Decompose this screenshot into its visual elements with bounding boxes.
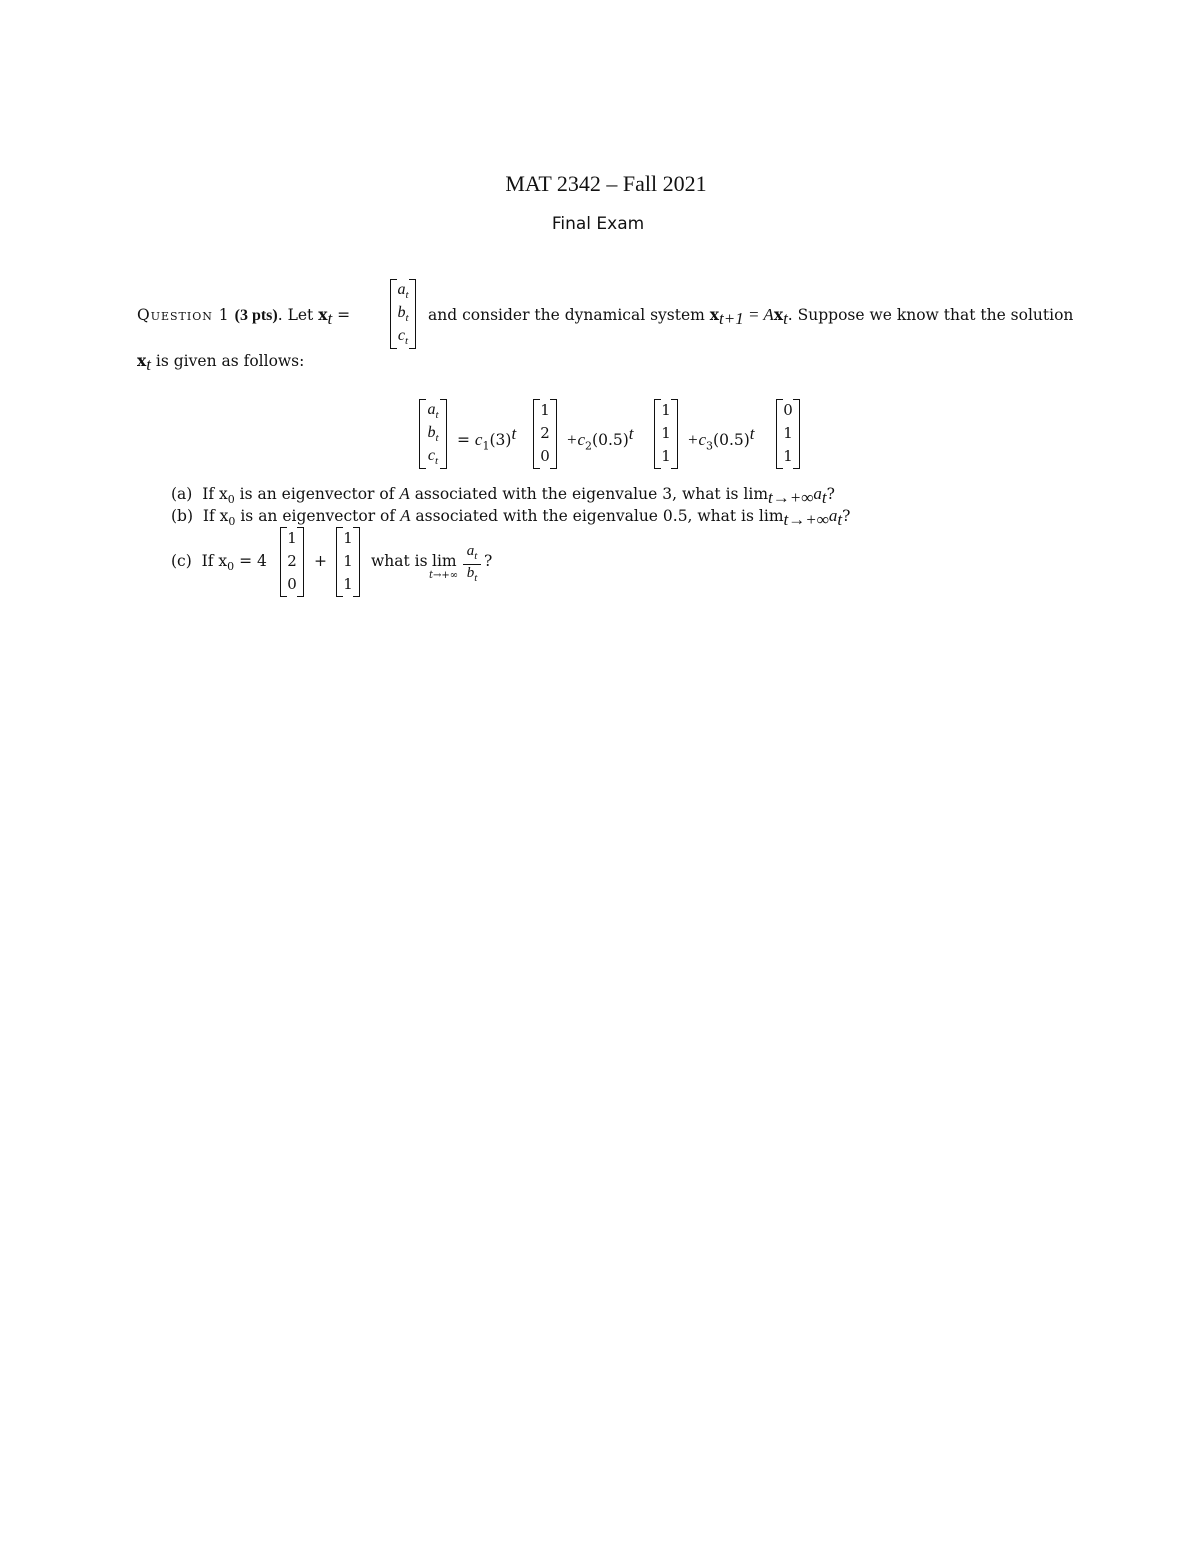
ev1-entry: 1 — [540, 401, 550, 419]
part-c-label: (c) — [171, 552, 192, 570]
part-c-plus: + — [314, 552, 327, 570]
vector-entry-c: $c_t$ — [397, 327, 409, 348]
part-c-end: ? — [484, 552, 493, 570]
part-c-what: what is — [371, 552, 428, 570]
lhs-entry-c: $c_t$ — [427, 447, 439, 468]
vector-entry-b: $b_t$ — [397, 304, 409, 325]
question1-intro: and consider the dynamical system $x_{t+1} = Ax_t$. Suppose we know that the solution — [428, 305, 1074, 329]
given-text: is given as follows: — [155, 352, 305, 370]
part-c-lim: lim — [432, 552, 457, 570]
let-text: . Let — [277, 306, 319, 324]
question1-heading — [137, 305, 350, 329]
ev3-entry: 0 — [783, 401, 793, 419]
ev3-entry: 1 — [783, 447, 793, 465]
subscript-t: t — [327, 309, 333, 329]
c-v1-entry: 1 — [287, 529, 297, 547]
fraction-numerator: $a_t$ — [466, 543, 478, 562]
solution-term-2: $+c_2(0.5)^t$ — [566, 424, 634, 453]
part-a-label: (a) — [171, 485, 193, 503]
system-rhs: = A — [743, 305, 774, 324]
c-v1-entry: 0 — [287, 575, 297, 593]
part-c: (c) If $x_0 = 4$ — [171, 552, 267, 574]
vector-entry-a: $a_t$ — [397, 281, 409, 302]
lhs-entry-a: $a_t$ — [427, 401, 439, 422]
course-title: MAT 2342 – Fall 2021 — [505, 171, 707, 196]
solution-term-1: = $c_1(3)^t$ — [457, 424, 517, 453]
c-v1-entry: 2 — [287, 552, 297, 570]
exam-title: Final Exam — [551, 214, 645, 234]
ev1-entry: 0 — [540, 447, 550, 465]
ev2-entry: 1 — [661, 424, 671, 442]
state-vector — [390, 279, 416, 349]
part-b-label: (b) — [171, 507, 194, 525]
system-subscript: t+1 — [719, 309, 744, 329]
ev2-entry: 1 — [661, 447, 671, 465]
c-v2-entry: 1 — [343, 529, 353, 547]
part-c-vector-2 — [336, 527, 360, 597]
part-c-lim-sub: t→+∞ — [429, 570, 459, 581]
eigenvector-3 — [776, 399, 800, 469]
ev1-entry: 2 — [540, 424, 550, 442]
question-points: (3 pts) — [234, 307, 278, 324]
suppose-text: . Suppose we know that the solution — [787, 306, 1074, 324]
lhs-entry-b: $b_t$ — [427, 424, 439, 445]
part-c-fraction — [463, 543, 481, 585]
system-lhs: x — [709, 305, 720, 324]
question-label: Question 1 — [137, 306, 230, 324]
solution-term-3: $+c_3(0.5)^t$ — [687, 424, 755, 453]
given-line: $x_t$ is given as follows: — [137, 351, 305, 375]
c-v2-entry: 1 — [343, 575, 353, 593]
eigenvector-1 — [533, 399, 557, 469]
part-c-vector-1 — [280, 527, 304, 597]
fraction-denominator: $b_t$ — [466, 565, 478, 584]
part-b: (b) If $x_0$ is an eigenvector of A associated with the eigenvalue 0.5, what is $\lim_{t\to+\infty}a_t$? — [171, 506, 851, 530]
eigenvector-2 — [654, 399, 678, 469]
part-a: (a) If $x_0$ is an eigenvector of A associated with the eigenvalue 3, what is $\lim_{t\to+\infty}a_t$? — [171, 484, 835, 508]
ev3-entry: 1 — [783, 424, 793, 442]
equals-sign: = — [332, 306, 351, 324]
solution-lhs-vector — [419, 399, 447, 469]
ev2-entry: 1 — [661, 401, 671, 419]
c-v2-entry: 1 — [343, 552, 353, 570]
intro-text: and consider the dynamical system — [428, 306, 705, 324]
x-vector-symbol: x — [318, 305, 328, 324]
